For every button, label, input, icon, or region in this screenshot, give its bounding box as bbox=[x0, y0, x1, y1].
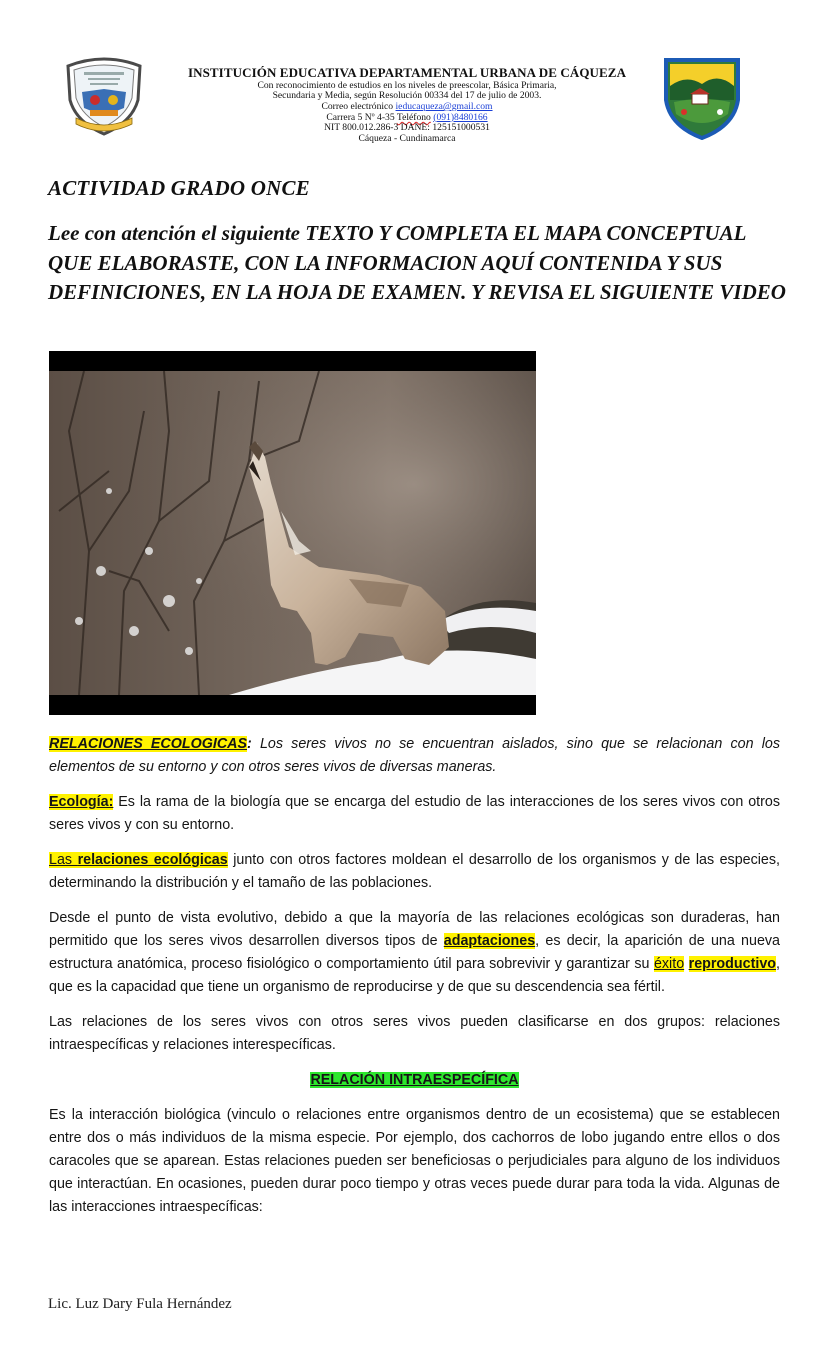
term-reproductivo: reproductivo bbox=[688, 956, 777, 972]
school-crest-icon bbox=[62, 56, 146, 136]
paragraph-evolutivo bbox=[49, 907, 780, 999]
text-evolutivo-c: , que es la capacidad que tiene un organismo de reproducirse y de que su descendencia sea fértil. bbox=[49, 956, 780, 995]
phone-link[interactable]: (091)8480166 bbox=[433, 111, 488, 123]
term-relaciones-ecologicas-bold: relaciones ecológicas bbox=[77, 852, 228, 868]
term-ecologia: Ecología: bbox=[49, 794, 114, 810]
activity-instruction: Lee con atención el siguiente TEXTO Y COMPLETA EL MAPA CONCEPTUAL QUE ELABORASTE, CON LA INFORMACION AQUÍ CONTENIDA Y SUS DEFINICIONES, EN LA HOJA DE EXAMEN. Y REVISA EL SIGUIENTE VIDEO bbox=[48, 221, 786, 304]
space bbox=[684, 956, 688, 972]
text-relaciones-ecologicas: Los seres vivos no se encuentran aislados, sino que se relacionan con los elementos de su entorno y con otros seres vivos de diversas maneras. bbox=[49, 736, 780, 775]
letterhead bbox=[48, 54, 780, 154]
nit-line: NIT 800.012.286-3 DANE: 125151000531 bbox=[324, 122, 490, 134]
recognition-line-1: Con reconocimiento de estudios en los niveles de preescolar, Básica Primaria, bbox=[257, 79, 557, 91]
text-las-relaciones: junto con otros factores moldean el desarrollo de los organismos y de las especies, determinando la distribución y el tamaño de las poblaciones. bbox=[49, 852, 780, 891]
municipal-shield-icon bbox=[662, 56, 742, 140]
text-evolutivo-b: , es decir, la aparición de una nueva estructura anatómica, proceso fisiológico o comportamiento útil para sobrevivir y garantizar su bbox=[49, 933, 781, 972]
institution-info bbox=[158, 66, 656, 145]
recognition-line-2: Secundaria y Media, según Resolución 00334 del 17 de julio de 2003. bbox=[272, 90, 542, 102]
paragraph-intraespecifica: Es la interacción biológica (vinculo o relaciones entre organismos dentro de un ecosistema) que se establecen entre dos o más individuos de la misma especie. Por ejemplo, dos cachorros de lobo jugando entre ellos o dos caracoles que se aparean. Estas relaciones pueden ser beneficiosas o perjudiciales para alguno de los individuos que interactúan. En ocasiones, pueden durar poco tiempo y otras veces puede durar para toda la vida. Algunas de las interacciones intraespecíficas: bbox=[49, 1107, 780, 1215]
article-body bbox=[49, 733, 780, 1231]
term-exito: éxito bbox=[653, 956, 685, 972]
paragraph-las-relaciones bbox=[49, 849, 780, 895]
city-line: Cáqueza - Cundinamarca bbox=[358, 133, 456, 145]
email-label: Correo electrónico bbox=[321, 101, 394, 113]
institution-name: INSTITUCIÓN EDUCATIVA DEPARTAMENTAL URBANA DE CÁQUEZA bbox=[187, 65, 627, 80]
phone-label: Teléfono bbox=[396, 111, 431, 123]
section-heading-wrap bbox=[49, 1069, 780, 1092]
address: Carrera 5 Nº 4-35 bbox=[326, 111, 395, 123]
video-player[interactable] bbox=[49, 351, 536, 715]
term-las: Las bbox=[49, 852, 78, 868]
paragraph-ecologia bbox=[49, 791, 780, 837]
paragraph-relaciones-ecologicas bbox=[49, 733, 780, 779]
author-signature: Lic. Luz Dary Fula Hernández bbox=[48, 1296, 232, 1312]
paragraph-clasificacion: Las relaciones de los seres vivos con otros seres vivos pueden clasificarse en dos grupos: relaciones intraespecíficas y relaciones interespecíficas. bbox=[49, 1014, 780, 1053]
term-adaptaciones: adaptaciones bbox=[443, 933, 536, 949]
term-colon: : bbox=[247, 736, 252, 752]
text-evolutivo-a: Desde el punto de vista evolutivo, debido a que la mayoría de las relaciones ecológicas son duraderas, han permitido que los seres vivos desarrollen diversos tipos de bbox=[49, 910, 780, 949]
email-link[interactable]: ieducaqueza@gmail.com bbox=[395, 101, 493, 113]
term-relaciones-ecologicas: RELACIONES ECOLOGICAS bbox=[49, 736, 248, 752]
text-ecologia: Es la rama de la biología que se encarga del estudio de las interacciones de los seres vivos con otros seres vivos y con su entorno. bbox=[49, 794, 780, 833]
video-thumbnail-wolf bbox=[49, 371, 536, 695]
section-heading-intraespecifica: RELACIÓN INTRAESPECÍFICA bbox=[310, 1072, 519, 1088]
activity-title: ACTIVIDAD GRADO ONCE bbox=[48, 176, 310, 200]
